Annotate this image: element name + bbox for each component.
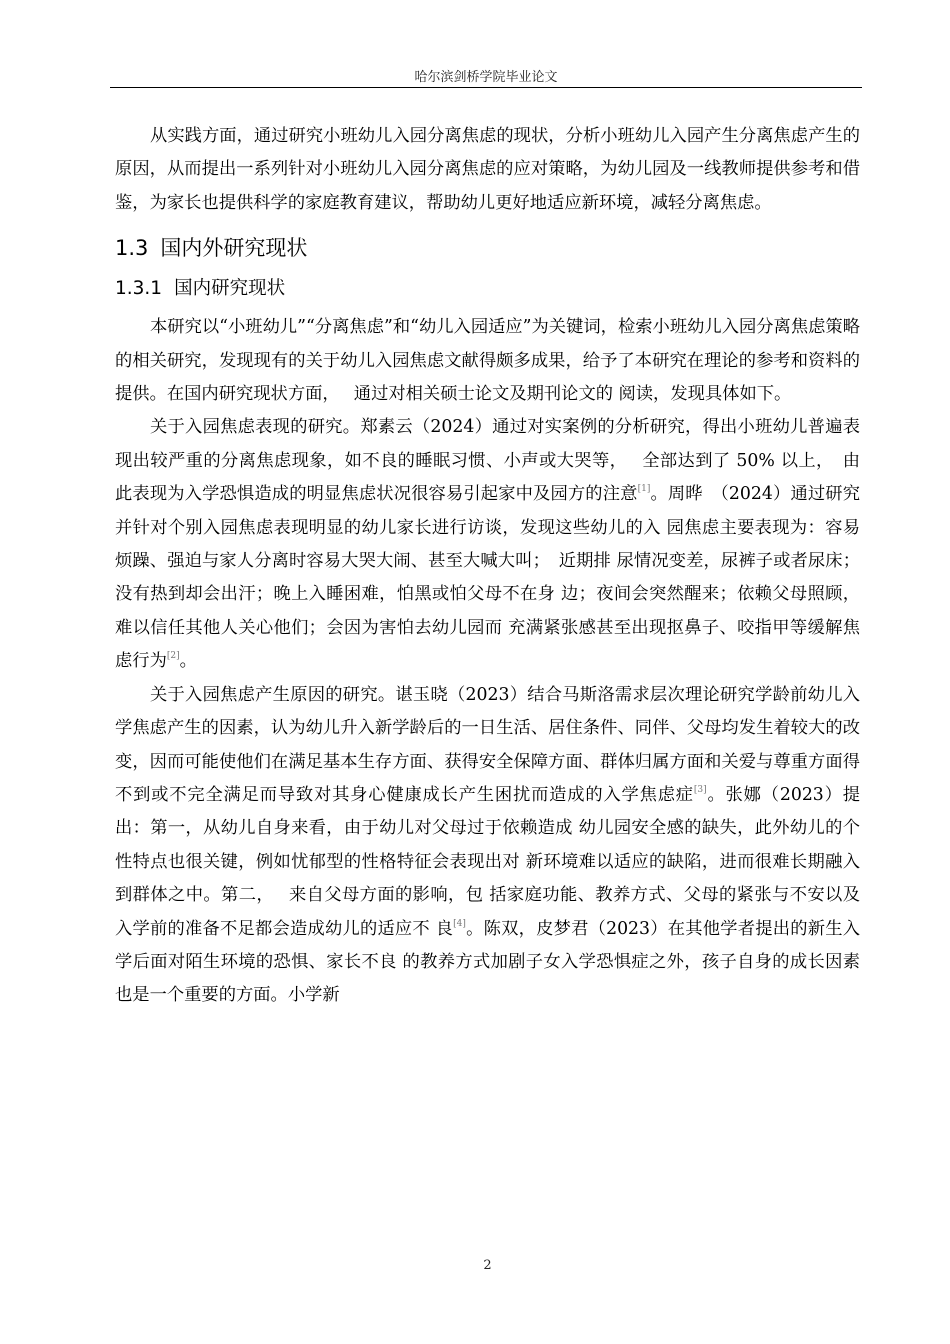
subsection-number: 1.3.1 <box>115 278 163 300</box>
citation-4[interactable]: [4] <box>453 918 466 929</box>
page-number: 2 <box>483 1258 492 1273</box>
paragraph-text: 。周晔 （2024）通过研究并针对个别入园焦虑表现明显的幼儿家长进行访谈，发现这些幼儿的入 园焦虑主要表现为：容易烦躁、强迫与家人分离时容易大哭大闹、甚至大喊大叫； 近期排 尿情况变差，尿裤子或者尿床；没有热到却会出汗；晚上入睡困难，怕黑或怕父母不在身 边；夜间会突然醒来；依赖父母照顾，难以信任其他人关心他们；会因为害怕去幼儿园而 充满紧张感甚至出现抠鼻子、咬指甲等缓解焦虑行为 <box>115 484 860 672</box>
section-title: 国内外研究现状 <box>160 236 308 261</box>
paragraph-keywords: 本研究以“小班幼儿”“分离焦虑”和“幼儿入园适应”为关键词，检索小班幼儿入园分离焦虑策略的相关研究，发现现有的关于幼儿入园焦虑文献得颇多成果，给予了本研究在理论的参考和资料的提供。在国内研究现状方面， 通过对相关硕士论文及期刊论文的 阅读，发现具体如下。 <box>115 317 860 405</box>
intro-paragraph: 从实践方面，通过研究小班幼儿入园分离焦虑的现状，分析小班幼儿入园产生分离焦虑产生的原因，从而提出一系列针对小班幼儿入园分离焦虑的应对策略，为幼儿园及一线教师提供参考和借鉴，为家长也提供科学的家庭教育建议，帮助幼儿更好地适应新环境，减轻分离焦虑。 <box>115 126 860 213</box>
document-body <box>115 120 860 1013</box>
header-divider <box>110 87 862 88</box>
paragraph-text: 。陈双，皮梦君（2023）在其他学者提出的新生入学后面对陌生环境的恐惧、家长不良 的教养方式加剧子女入学恐惧症之外，孩子自身的成长因素也是一个重要的方面。小学新 <box>115 918 861 1006</box>
paragraph-text: 关于入园焦虑产生原因的研究。谌玉晓（2023）结合马斯洛需求层次理论研究学龄前幼儿入学焦虑产生的因素，认为幼儿升入新学龄后的一日生活、居住条件、同伴、父母均发生着较大的改变，因而可能使他们在满足基本生存方面、获得安全保障方面、群体归属方面和关爱与尊重方面得不到或不完全满足而导致对其身心健康成长产生困扰而造成的入学焦虑症 <box>115 684 860 805</box>
paragraph-anxiety-causes <box>115 679 860 1013</box>
paragraph-text: 。张娜（2023）提出：第一，从幼儿自身来看，由于幼儿对父母过于依赖造成 幼儿园安全感的缺失，此外幼儿的个性特点也很关键，例如忧郁型的性格特征会表现出对 新环境难以适应的缺陷，进而很难长期融入到群体之中。第二， 来自父母方面的影响，包 括家庭功能、教养方式、父母的紧张与不安以及入学前的准备不足都会造成幼儿的适应不 良 <box>115 784 860 939</box>
section-number: 1.3 <box>115 236 149 261</box>
subsection-title: 国内研究现状 <box>174 278 286 300</box>
paragraph-text: 关于入园焦虑表现的研究。郑素云（2024）通过对实案例的分析研究，得出小班幼儿普遍表现出较严重的分离焦虑现象，如不良的睡眠习惯、小声或大哭等， 全部达到了 50% 以上， 由此表现为入学恐惧造成的明显焦虑状况很容易引起家中及园方的注意 <box>115 417 860 505</box>
citation-3[interactable]: [3] <box>693 784 707 795</box>
paragraph-anxiety-manifestation <box>115 411 860 678</box>
paragraph-text: 。 <box>179 651 197 672</box>
subsection-heading <box>115 275 860 303</box>
citation-2[interactable]: [2] <box>166 651 180 662</box>
citation-1[interactable]: [1] <box>637 484 651 495</box>
page-header-title: 哈尔滨剑桥学院毕业论文 <box>414 70 558 85</box>
section-heading <box>115 234 860 262</box>
